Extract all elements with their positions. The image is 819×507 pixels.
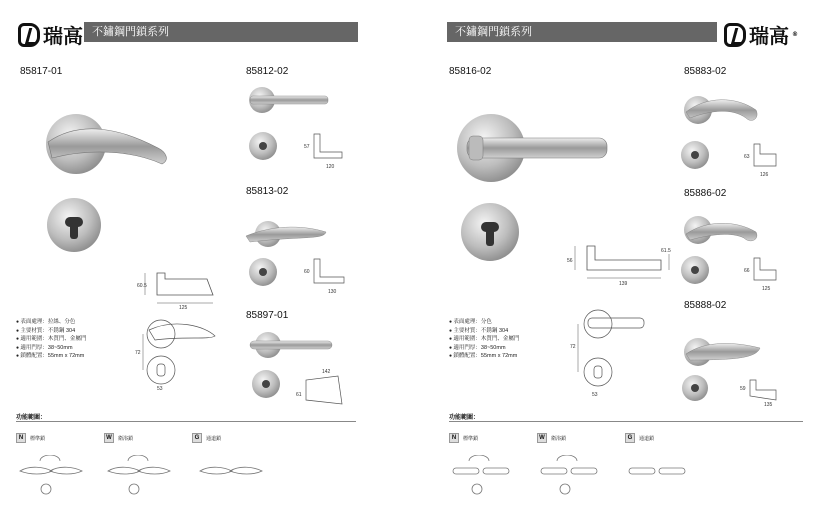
function-standard-right <box>449 433 478 443</box>
dim-label: 60.5 <box>137 283 147 289</box>
function-label: 衛浴鎖 <box>551 435 567 442</box>
series-banner-left: 不鏽鋼門鎖系列 <box>84 22 358 42</box>
registered-mark: ® <box>792 31 798 38</box>
function-diagrams-left <box>16 455 286 500</box>
dim-label: 125 <box>762 286 771 292</box>
dim-label: 72 <box>570 344 576 350</box>
product-handle-image <box>676 210 776 250</box>
escutcheon-image-right <box>458 200 522 264</box>
product-handle-image <box>676 90 776 130</box>
dim-label: 139 <box>619 281 628 287</box>
product-drawing <box>246 366 346 410</box>
spec-list-left <box>16 318 86 361</box>
main-dimension-drawing-right <box>565 240 675 288</box>
function-passage-right <box>625 433 654 443</box>
lock-body-drawing-left <box>135 312 225 392</box>
product-drawing <box>678 254 778 296</box>
series-banner-right: 不鏽鋼門鎖系列 <box>447 22 717 42</box>
dim-label: 53 <box>592 392 598 398</box>
dim-label: 60 <box>304 269 310 275</box>
product-model: 85812-02 <box>246 66 289 77</box>
main-model-right: 85816-02 <box>449 66 492 77</box>
function-bathroom-right <box>537 433 566 443</box>
function-label: 標準鎖 <box>463 435 479 442</box>
spec-item: ● 表面處理：拉絲、分色 <box>16 318 86 327</box>
main-handle-image-right <box>455 112 625 184</box>
dim-label: 66 <box>744 268 750 274</box>
product-drawing <box>678 138 778 180</box>
function-letter: G <box>192 433 202 443</box>
function-standard-left <box>16 433 45 443</box>
brand-logo-left <box>18 20 92 49</box>
brand-name: 瑞高 <box>749 24 789 48</box>
function-label: 通道鎖 <box>206 435 222 442</box>
product-model: 85897-01 <box>246 310 289 321</box>
spec-item: ● 適用門厚：38~50mm <box>449 344 519 353</box>
dim-label: 125 <box>179 305 188 310</box>
function-letter: N <box>16 433 26 443</box>
dim-label: 61 <box>296 392 302 398</box>
product-model: 85883-02 <box>684 66 727 77</box>
function-label: 標準鎖 <box>30 435 46 442</box>
spec-item: ● 適用範圍：木質門、金屬門 <box>16 335 86 344</box>
dim-label: 56 <box>567 258 573 264</box>
main-handle-image-left <box>40 110 180 180</box>
spec-item: ● 表面處理：分色 <box>449 318 519 327</box>
dim-label: 59 <box>740 386 746 392</box>
product-model: 85888-02 <box>684 300 727 311</box>
spec-item: ● 主要材質：不銹鋼 304 <box>16 327 86 336</box>
main-dimension-drawing-left <box>135 265 225 310</box>
function-passage-left <box>192 433 221 443</box>
dim-label: 53 <box>157 386 163 392</box>
function-letter: W <box>537 433 547 443</box>
function-letter: N <box>449 433 459 443</box>
brand-mark-icon <box>18 23 40 47</box>
function-label: 通道鎖 <box>639 435 655 442</box>
product-model: 85886-02 <box>684 188 727 199</box>
dim-label: 120 <box>326 164 335 170</box>
lock-body-drawing-right <box>570 306 650 400</box>
function-letter: G <box>625 433 635 443</box>
product-drawing <box>246 128 346 174</box>
function-title-right: 功能範圍： <box>449 415 480 421</box>
product-handle-image <box>240 328 340 364</box>
product-handle-image <box>240 84 340 120</box>
spec-item: ● 適用門厚：38~50mm <box>16 344 86 353</box>
product-handle-image <box>240 216 340 252</box>
divider-left <box>16 421 356 422</box>
dim-label: 63 <box>744 154 750 160</box>
function-label: 衛浴鎖 <box>118 435 134 442</box>
escutcheon-image-left <box>44 195 104 255</box>
dim-label: 72 <box>135 350 141 356</box>
spec-list-right <box>449 318 519 361</box>
function-letter: W <box>104 433 114 443</box>
function-title-left: 功能範圍： <box>16 415 47 421</box>
function-bathroom-left <box>104 433 133 443</box>
dim-label: 126 <box>760 172 769 178</box>
dim-label: 57 <box>304 144 310 150</box>
product-drawing <box>246 255 346 299</box>
spec-item: ● 鎖體配置：55mm x 72mm <box>16 352 86 361</box>
spec-item: ● 鎖體配置：55mm x 72mm <box>449 352 519 361</box>
spec-item: ● 適用範圍：木質門、金屬門 <box>449 335 519 344</box>
product-handle-image <box>676 332 776 372</box>
dim-label: 135 <box>764 402 773 408</box>
dim-label: 130 <box>328 289 337 295</box>
dim-label: 142 <box>322 369 331 375</box>
product-model: 85813-02 <box>246 186 289 197</box>
brand-logo-right <box>724 20 798 49</box>
brand-name: 瑞高 <box>43 24 83 48</box>
function-diagrams-right <box>449 455 719 500</box>
product-drawing <box>678 374 778 408</box>
spec-item: ● 主要材質：不銹鋼 304 <box>449 327 519 336</box>
dim-label: 61.5 <box>661 248 671 254</box>
divider-right <box>449 421 803 422</box>
brand-mark-icon <box>724 23 746 47</box>
main-model-left: 85817-01 <box>20 66 63 77</box>
